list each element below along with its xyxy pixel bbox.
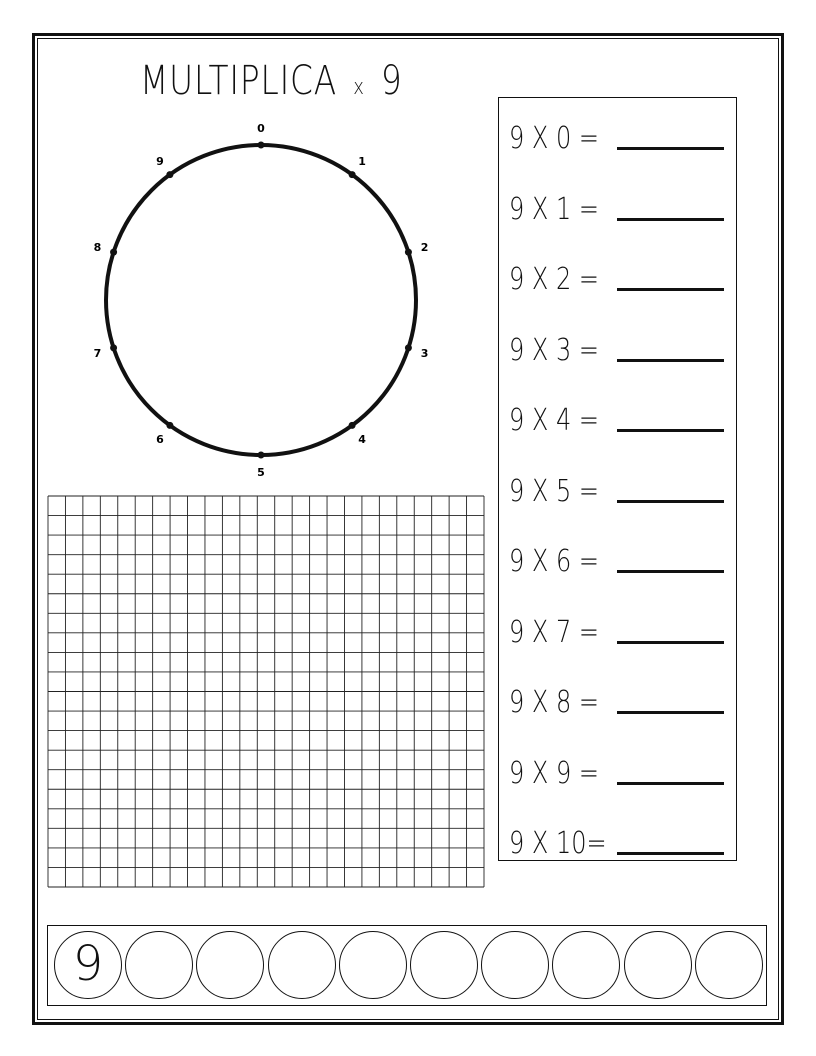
clock-label: 0 (257, 122, 265, 135)
clock-label: 6 (156, 433, 164, 447)
fact-equation: 9 X 10= (509, 826, 607, 861)
answer-circle: 9 (54, 931, 122, 999)
fact-equation: 9 X 2 = (509, 262, 599, 297)
fact-equation: 9 X 6 = (509, 544, 599, 579)
answer-blank[interactable] (617, 147, 724, 150)
fact-row (509, 459, 734, 509)
clock-dot (166, 422, 173, 429)
fact-equation: 9 X 4 = (509, 403, 599, 438)
clock-label: 2 (420, 240, 429, 254)
fact-equation: 9 X 8 = (509, 685, 599, 720)
fact-equation: 9 X 7 = (509, 614, 599, 650)
answer-blank[interactable] (617, 500, 724, 503)
worksheet-title (140, 58, 403, 108)
fact-row (509, 388, 734, 438)
multiplication-clock (80, 115, 440, 480)
fact-row (509, 741, 734, 791)
clock-dot (349, 171, 356, 178)
clock-label: 4 (358, 433, 366, 447)
answer-circle[interactable] (624, 931, 692, 999)
answer-blank[interactable] (617, 288, 724, 291)
answer-circle[interactable] (410, 931, 478, 999)
answer-blank[interactable] (617, 359, 724, 362)
fact-equation: 9 X 9 = (509, 755, 599, 791)
answer-blank[interactable] (617, 570, 724, 573)
answer-circle[interactable] (339, 931, 407, 999)
clock-dot (166, 171, 173, 178)
answer-circle[interactable] (695, 931, 763, 999)
answer-circle[interactable] (481, 931, 549, 999)
clock-label: 9 (156, 154, 164, 168)
circle-strip (47, 925, 767, 1006)
fact-row (509, 670, 734, 720)
clock-dot (110, 249, 117, 256)
clock-dot (258, 142, 265, 149)
answer-blank[interactable] (617, 852, 724, 855)
graph-paper-grid (47, 495, 485, 888)
title-times: x (353, 75, 365, 100)
title-number: 9 (380, 58, 403, 104)
fact-equation: 9 X 3 = (509, 332, 599, 368)
fact-row (509, 247, 734, 297)
answer-circle[interactable] (268, 931, 336, 999)
fact-row (509, 811, 734, 861)
fact-row (509, 106, 734, 156)
clock-dot (405, 344, 412, 351)
fact-row (509, 529, 734, 579)
clock-label: 5 (257, 466, 265, 479)
answer-blank[interactable] (617, 782, 724, 785)
fact-row (509, 600, 734, 650)
clock-label: 8 (93, 240, 102, 254)
facts-panel (498, 97, 737, 861)
fact-equation: 9 X 1 = (509, 191, 599, 227)
clock-dot (258, 452, 265, 459)
title-main: MULTIPLICA (140, 58, 338, 104)
fact-row (509, 318, 734, 368)
fact-equation: 9 X 5 = (509, 473, 599, 509)
answer-blank[interactable] (617, 711, 724, 714)
answer-circle[interactable] (196, 931, 264, 999)
clock-label: 7 (93, 347, 102, 361)
fact-row (509, 177, 734, 227)
clock-dot (405, 249, 412, 256)
clock-dot (110, 344, 117, 351)
clock-circle (106, 145, 416, 455)
answer-blank[interactable] (617, 641, 724, 644)
clock-label: 1 (358, 154, 366, 168)
fact-equation: 9 X 0 = (509, 121, 599, 156)
answer-circle[interactable] (125, 931, 193, 999)
clock-label: 3 (420, 347, 429, 361)
answer-blank[interactable] (617, 429, 724, 432)
answer-blank[interactable] (617, 218, 724, 221)
clock-dot (349, 422, 356, 429)
answer-circle[interactable] (552, 931, 620, 999)
